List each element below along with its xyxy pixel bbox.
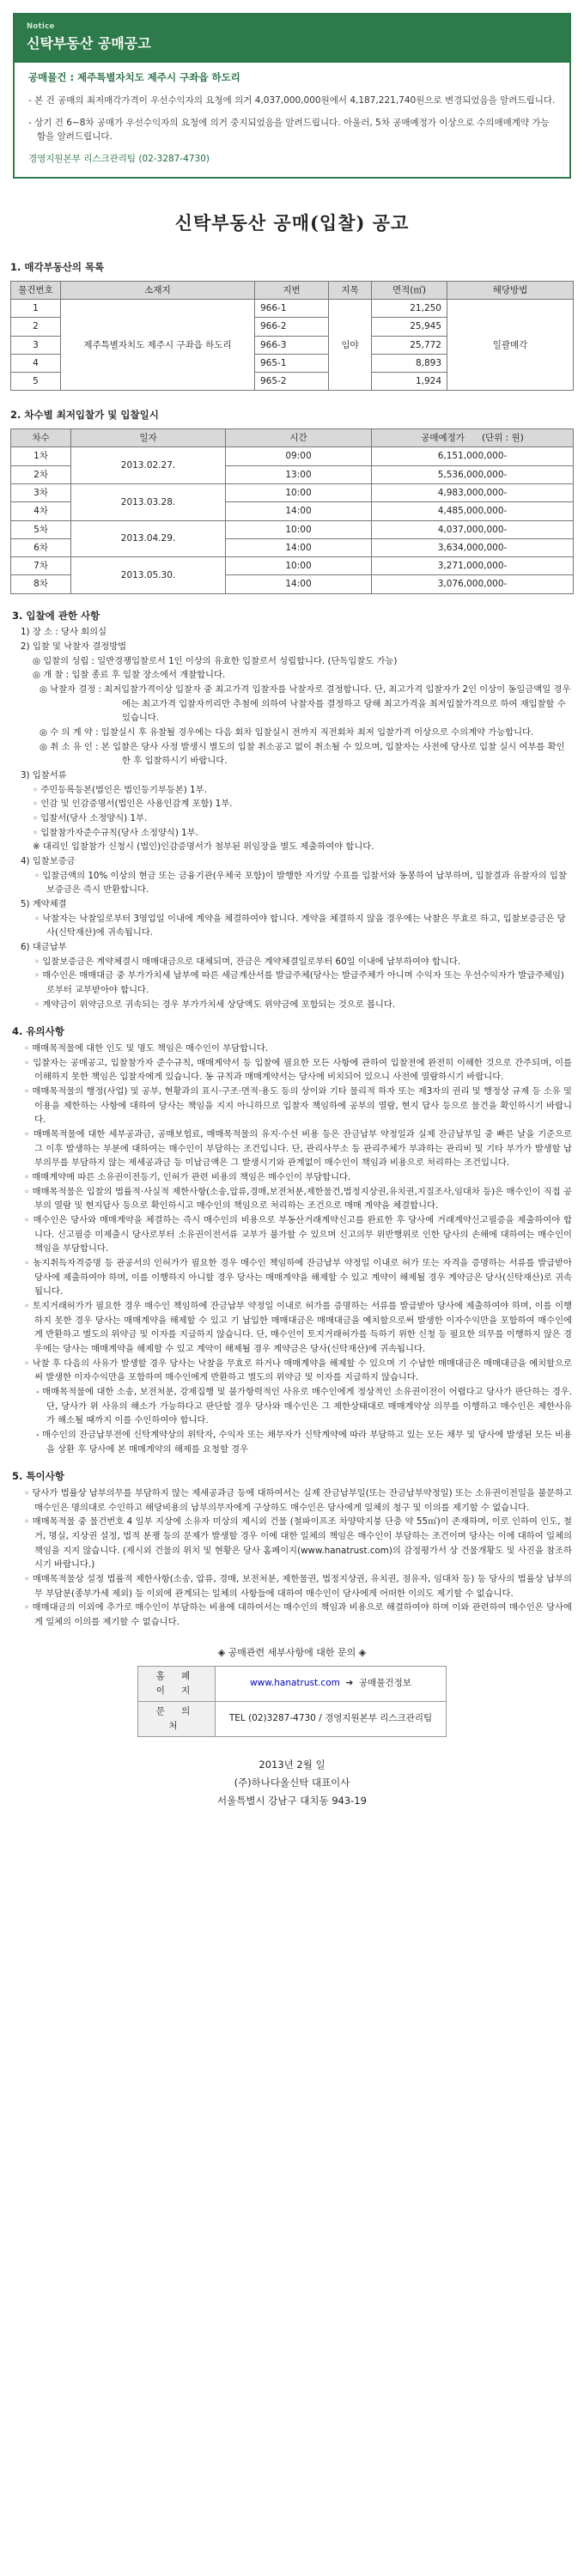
inquiry-label: 문 의 처 [138, 1701, 216, 1736]
section3-line: ◦ 주민등록등본(법인은 법인등기부등본) 1부. [33, 784, 207, 795]
section3-line: ◦ 인감 및 인감증명서(법인은 사용인감계 포함) 1부. [33, 799, 233, 810]
section5-line: ◦ 매매대금의 이외에 추가로 매수인이 부담하는 비용에 대하여서는 매수인의 책임과 비용으로 해결하여야 하며 이와 관련하여 매수인은 당사에게 일체의 이의를 제기할 수 없습니다. [24, 1602, 572, 1628]
section3-line: 4) 입찰보증금 [21, 855, 76, 866]
section4-line: ◦ 농지취득자격증명 등 관공서의 인허가가 필요한 경우 매수인 책임하에 잔금납부 약정일 이내로 허가 또는 자격을 증명하는 서류를 발급받아 당사에 제출하여야 하며, 이를 이행하지 아니할 경우 당사는 매매계약을 해제할 수 있고 계약이 해제될 경우 계약금은 당사(신탁재산)로 귀속됩니다. [24, 1258, 572, 1297]
section3-line: 1) 장 소 : 당사 회의실 [21, 627, 107, 638]
section3-line: 2) 입찰 및 낙찰자 결정방법 [21, 641, 127, 652]
section3-line: 6) 대금납부 [21, 942, 67, 952]
homepage-value [216, 1666, 447, 1701]
col-header: 시간 [226, 429, 372, 447]
footer-address: 서울특별시 강남구 대치동 943-19 [217, 1795, 367, 1807]
notice-paragraph-2: - 상기 건 6~8차 공매가 우선수익자의 요청에 의거 중지되었음을 알려드립니다. 아울러, 5차 공매예정가 이상으로 수의매매계약 가능함을 알려드립니다. [28, 117, 550, 143]
section3-line: 5) 계약체결 [21, 898, 67, 909]
section2-title: 2. 차수별 최저입찰가 및 입찰일시 [10, 409, 159, 422]
section4-title: 4. 유의사항 [12, 1025, 64, 1038]
section4-line: ◦ 토지거래허가가 필요한 경우 매수인 책임하에 잔금납부 약정일 이내로 허가를 증명하는 서류를 발급받아 당사에 제출하여야 하며, 이를 이행하지 못한 경우 당사는 매매계약을 해제할 수 있고 기 납입한 매매대금은 매매대금을 예치할으로써 발생한 이자수익만을 포함하여 매수인에게 반환하고 별도의 위약금 및 이자를 지급하지 않습니다. 단, 매수인이 토지거래허가를 득하기 위한 신청 등 필요한 의무를 이행하지 않은 경우에는 당사는 매매계약을 해제할 수 있고 계약이 해제될 경우 계약금은 당사(신탁재산)에 귀속됩니다. [24, 1301, 572, 1355]
homepage-link[interactable]: www.hanatrust.com [250, 1678, 340, 1689]
cell-lot: 966-2 [255, 318, 329, 336]
homepage-label: 홈 페 이 지 [138, 1666, 216, 1701]
price-header-label: 공매예정가 [421, 433, 465, 444]
col-header: 일자 [71, 429, 226, 447]
property-table [10, 281, 574, 392]
cell-time: 10:00 [226, 520, 372, 538]
cell-date: 2013.03.28. [71, 484, 226, 521]
cell-no: 5 [11, 373, 61, 391]
cell-price: 3,076,000,000- [372, 575, 574, 593]
cell-area: 21,250 [372, 300, 447, 318]
cell-date: 2013.05.30. [71, 557, 226, 594]
section5-line: ◦ 당사가 법률상 납부의무를 부담하지 않는 제세공과금 등에 대하여서는 실제 잔금납부일(또는 잔금납부약정일) 또는 소유권이전일을 불문하고 매수인은 명의대로 수인하고 해당비용의 납부의무자에게 구상하도 매수인은 당사에게 일체의 청구 및 이의를 제기할 수 없습니다. [24, 1488, 572, 1513]
section3-line: 3) 입찰서류 [21, 769, 67, 781]
section4-line: ◦ 매매목적물의 행정(사업) 및 공부, 현황과의 표시·구조·면적·용도 등의 상이와 기타 물리적 하자 또는 제3자의 권리 및 행정상 규제 등 소유 및 이용을 제한하는 사항에 대하여 당사는 책임을 지지 아니하므로 입찰자 책임하에 공부의 열람, 현지 답사 등으로 물건을 확인하시기 바랍니다. [24, 1086, 572, 1126]
col-header: 지번 [255, 281, 329, 299]
cell-round: 8차 [11, 575, 71, 593]
section3-line: ◦ 매수인은 매매대금 중 부가가치세 납부에 따른 세금계산서를 발급주체(당사는 발급주체가 아니며 수익자 또는 우선수익자가 발급주체임)로부터 교부받아야 합니다. [34, 970, 564, 996]
cell-round: 2차 [11, 465, 71, 483]
cell-time: 10:00 [226, 557, 372, 575]
cell-method: 일괄매각 [447, 300, 574, 391]
cell-lot: 965-1 [255, 354, 329, 372]
cell-lot: 966-1 [255, 300, 329, 318]
section4-line: ◦ 매매목적물에 대한 세부공과금, 공매보험료, 매매목적물의 유지·수선 비용 등은 잔금납부 약정일과 실제 잔금납부일 중 빠른 날을 기준으로 그 이후 발생하는 부분에 대하여는 매수인이 부담하는 조건입니다. 단, 관리사무소 등 관리주체가 부과하는 관리비 및 기타 부가가 발생할 납부의무를 부담하지 않는 제세공과금 등 미납금액은 그 발생시기와 관계없이 매수인이 책임과 비용으로 처리하는 조건입니다. [24, 1129, 572, 1169]
homepage-path: 공매물건정보 [359, 1678, 411, 1689]
notice-box [13, 13, 571, 179]
col-header: 면적(㎡) [372, 281, 447, 299]
section3-line: ◦ 입찰보증금은 계약체결시 매매대금으로 대체되며, 잔금은 계약체결일로부터 60일 이내에 납부하여야 합니다. [34, 956, 461, 967]
footer [12, 1756, 572, 1811]
cell-price: 4,983,000,000- [372, 484, 574, 502]
cell-time: 14:00 [226, 502, 372, 520]
table-row [11, 557, 574, 575]
cell-lot: 966-3 [255, 336, 329, 354]
cell-time: 09:00 [226, 447, 372, 465]
cell-area: 8,893 [372, 354, 447, 372]
section1-title: 1. 매각부동산의 목록 [10, 260, 105, 273]
cell-round: 4차 [11, 502, 71, 520]
cell-time: 14:00 [226, 538, 372, 556]
cell-round: 7차 [11, 557, 71, 575]
section3-line: ◎ 개 찰 : 입찰 종료 후 입찰 장소에서 개찰합니다. [33, 670, 226, 681]
notice-paragraph-1: - 본 건 공매의 최저매각가격이 우선수익자의 요청에 의거 4,037,000,000원에서 4,187,221,740원으로 변경되었음을 알려드립니다. [28, 94, 556, 106]
table-row [11, 484, 574, 502]
cell-date: 2013.04.29. [71, 520, 226, 557]
notice-contact: 경영지원본부 리스크관리팀 (02-3287-4730) [28, 154, 210, 165]
cell-area: 25,945 [372, 318, 447, 336]
section3-line: ◎ 취 소 유 인 : 본 입찰은 당사 사정 발생시 별도의 입찰 취소공고 없이 취소될 수 있으며, 입찰자는 사전에 당사로 입찰 실시 여부를 확인한 후 입찰하시기 바랍니다. [40, 741, 565, 767]
section3-line: ◦ 입찰금액의 10% 이상의 현금 또는 금융기관(우체국 포함)이 발행한 자기앞 수표를 입찰서와 동봉하여 납부하며, 입찰결과 유찰자의 입찰보증금은 즉시 반환합니다. [34, 870, 567, 896]
cell-lot: 965-2 [255, 373, 329, 391]
unit-label: (단위 : 원) [481, 433, 524, 444]
page-title: 신탁부동산 공매(입찰) 공고 [174, 212, 410, 234]
col-header: 지목 [329, 281, 372, 299]
cell-price: 5,536,000,000- [372, 465, 574, 483]
section5-line: ◦ 매매목적물상 설정 법률적 제한사항(소송, 압류, 경매, 보전처분, 제한물권, 법정지상권, 유치권, 점유자, 임대차 등) 등 당사의 법률상 납부의무 부담분(종부가세 제외) 등 이외에 관계되는 일체의 사항들에 대하여 매수인이 당사에게 어떠한 이의도 제기할 수 없습니다. [24, 1574, 572, 1599]
cell-no: 4 [11, 354, 61, 372]
section3-line: ◎ 낙찰자 결정 : 최저입찰가격이상 입찰자 중 최고가격 입찰자를 낙찰자로 결정합니다. 단, 최고가격 입찰자가 2인 이상이 동일금액일 경우에는 최고가격 입찰자끼리만 추첨에 의하여 낙찰자를 결정하고 당해 최고가격을 최저입찰가격으로 하여 재입찰할 수 있습니다. [40, 683, 571, 724]
notice-subject: 공매물건 : 제주특별자치도 제주시 구좌읍 하도리 [28, 70, 240, 83]
col-header: 물건번호 [11, 281, 61, 299]
cell-location: 제주특별자치도 제주시 구좌읍 하도리 [61, 300, 255, 391]
section3-line: ◦ 계약금이 위약금으로 귀속되는 경우 부가가치세 상당액도 위약금에 포함되는 것으로 봅니다. [34, 999, 396, 1010]
section5-content [12, 1486, 572, 1630]
section4-line: - 매매목적물에 대한 소송, 보전처분, 강제집행 및 불가항력적인 사유로 매수인에게 정상적인 소유권이전이 어렵다고 당사가 판단하는 경우. 단, 당사가 위 사유의 해소가 가능하다고 판단할 경우 당사와 매수인은 그 제한상태대로 매매계약상 의무를 이행하고 매수인은 제한사유가 해소될 때까지 이를 수인하여야 합니다. [36, 1387, 572, 1426]
cell-no: 2 [11, 318, 61, 336]
section3-content [12, 625, 572, 1012]
section3-line: ◦ 입찰서(당사 소정양식) 1부. [33, 812, 148, 823]
cell-time: 10:00 [226, 484, 372, 502]
section3-line: ◦ 입찰참가자준수규칙(당사 소정양식) 1부. [33, 827, 198, 838]
section3-title: 3. 입찰에 관한 사항 [12, 609, 100, 622]
section4-line: ◦ 매매목적물에 대한 인도 및 명도 책임은 매수인이 부담합니다. [24, 1042, 269, 1054]
contact-row-inquiry [138, 1701, 447, 1736]
section3-line: ◦ 낙찰자는 낙찰일로부터 3영업일 이내에 계약을 체결하여야 합니다. 계약을 체결하지 않을 경우에는 낙찰은 무효로 하고, 입찰보증금은 당사(신탁재산)에 귀속됩니다. [34, 913, 566, 939]
cell-price: 3,634,000,000- [372, 538, 574, 556]
section4-line: ◦ 낙찰 후 다음의 사유가 발생할 경우 당사는 낙찰을 무효로 하거나 매매계약을 해제할 수 있으며 기 수납한 매매대금은 매매대금을 예치할으로써 발생한 이자수익만을 포함하여 매수인에게 반환하고 별도의 위약금 및 이자를 지급하지 않습니다. [24, 1358, 572, 1383]
section3-line: ◎ 수 의 계 약 : 입찰실시 후 유찰될 경우에는 다음 회차 입찰실시 전까지 직전회차 최저 입찰가격 이상으로 수의계약 가능합니다. [40, 726, 534, 738]
body-text [12, 608, 572, 1811]
section4-line: ◦ 매매계약에 따른 소유권이전등기, 인허가 관련 비용의 책임은 매수인이 부담합니다. [24, 1172, 351, 1183]
inquiry-value: TEL (02)3287-4730 / 경영지원본부 리스크관리팀 [216, 1701, 447, 1736]
table-row [11, 520, 574, 538]
section4-line: ◦ 입찰자는 공매공고, 입찰참가자 준수규칙, 매매계약서 등 입찰에 필요한 모든 사항에 관하여 입찰전에 완전히 이해한 것으로 간주되며, 이를 이해하지 못한 책임은 입찰자에게 있습니다. 동 규칙과 매매계약서는 당사에 비치되어 있으니 사전에 열람하시기 바랍니다. [24, 1057, 572, 1083]
cell-round: 6차 [11, 538, 71, 556]
cell-round: 5차 [11, 520, 71, 538]
cell-date: 2013.02.27. [71, 447, 226, 484]
cell-land-type: 임야 [329, 300, 372, 391]
property-table-header [11, 281, 574, 299]
cell-time: 14:00 [226, 575, 372, 593]
cell-area: 25,772 [372, 336, 447, 354]
section3-line: ※ 대리인 입찰참가 신청시 (법인)인감증명서가 첨부된 위임장을 별도 제출하여야 합니다. [33, 841, 374, 853]
cell-price: 6,151,000,000- [372, 447, 574, 465]
contact-row-home [138, 1666, 447, 1701]
section4-line: ◦ 매수인은 당사와 매매계약을 체결하는 즉시 매수인의 비용으로 부동산거래계약신고를 완료한 후 당사에 거래계약신고필증을 제출하여야 합니다. 신고필증 미제출시 당사로부터 소유권이전서류 교부가 불가할 수 있으며 신고의무 위반행위로 인한 당사의 손해에 대하여는 매수인이 책임을 부담합니다. [24, 1215, 572, 1255]
table-row [11, 300, 574, 318]
section4-line: - 매수인의 잔금납부전에 신탁계약상의 위탁자, 수익자 또는 채무자가 신탁계약에 따라 부담하고 있는 모든 채무 및 당사에 발생된 모든 비용을 상환 후 당사에 본 매매계약의 해제를 요청할 경우 [36, 1430, 572, 1455]
cell-price: 4,037,000,000- [372, 520, 574, 538]
cell-time: 13:00 [226, 465, 372, 483]
table-row [11, 447, 574, 465]
cell-no: 1 [11, 300, 61, 318]
cell-price: 3,271,000,000- [372, 557, 574, 575]
col-header: 차수 [11, 429, 71, 447]
cell-price: 4,485,000,000- [372, 502, 574, 520]
col-header: 해당방법 [447, 281, 574, 299]
section5-line: ◦ 매매목적물 중 물건번호 4 일부 지상에 소유자 미상의 제시외 건물 (철파이프조 차양막지붕 단층 약 55㎡)이 존재하며, 이로 인하여 인도, 철거, 명실, 지상권 설정, 법적 분쟁 등의 문제가 발생할 경우 이에 대한 일체의 책임은 매수인이 부담하는 조건이며 당사는 이에 대하여 일체의 책임을 지지 않습니다. (제시외 건물의 위치 및 현황은 당사 홈페이지(www.hanatrust.com)의 감정평가서 상 건물개황도 및 사진을 참조하시기 바랍니다.) [24, 1516, 572, 1571]
col-header: 소재지 [61, 281, 255, 299]
cell-round: 1차 [11, 447, 71, 465]
cell-round: 3차 [11, 484, 71, 502]
footer-date: 2013년 2월 일 [259, 1758, 325, 1771]
contact-table [137, 1666, 447, 1737]
notice-tag: Notice [27, 22, 55, 31]
col-header [372, 429, 574, 447]
section5-title: 5. 특이사항 [12, 1470, 64, 1483]
cell-area: 1,924 [372, 373, 447, 391]
notice-title: 신탁부동산 공매공고 [27, 35, 151, 52]
schedule-table-header [11, 429, 574, 447]
notice-body [15, 63, 569, 177]
schedule-table [10, 428, 574, 593]
arrow-right-icon: ➔ [343, 1678, 356, 1689]
section4-content [12, 1042, 572, 1456]
contact-lead: ◈ 공매관련 세부사항에 대한 문의 ◈ [217, 1646, 367, 1658]
notice-header [15, 15, 569, 63]
footer-company: (주)하나다올신탁 대표이사 [234, 1776, 350, 1789]
section3-line: ◎ 입찰의 성립 : 일반경쟁입찰로서 1인 이상의 유효한 입찰로서 성립합니다. (단독입찰도 가능) [33, 655, 398, 666]
section4-line: ◦ 매매목적물은 입찰의 법률적·사실적 제한사항(소송,압류,경매,보전처분,제한물건,법정지상권,유치권,지질조사,임대차 등)은 매수인이 직접 공부의 열람 및 현지답사 등으로 확인하시고 매수인의 책임으로 처리하는 조건으로 매매 계약을 체결합니다. [24, 1186, 572, 1212]
cell-no: 3 [11, 336, 61, 354]
